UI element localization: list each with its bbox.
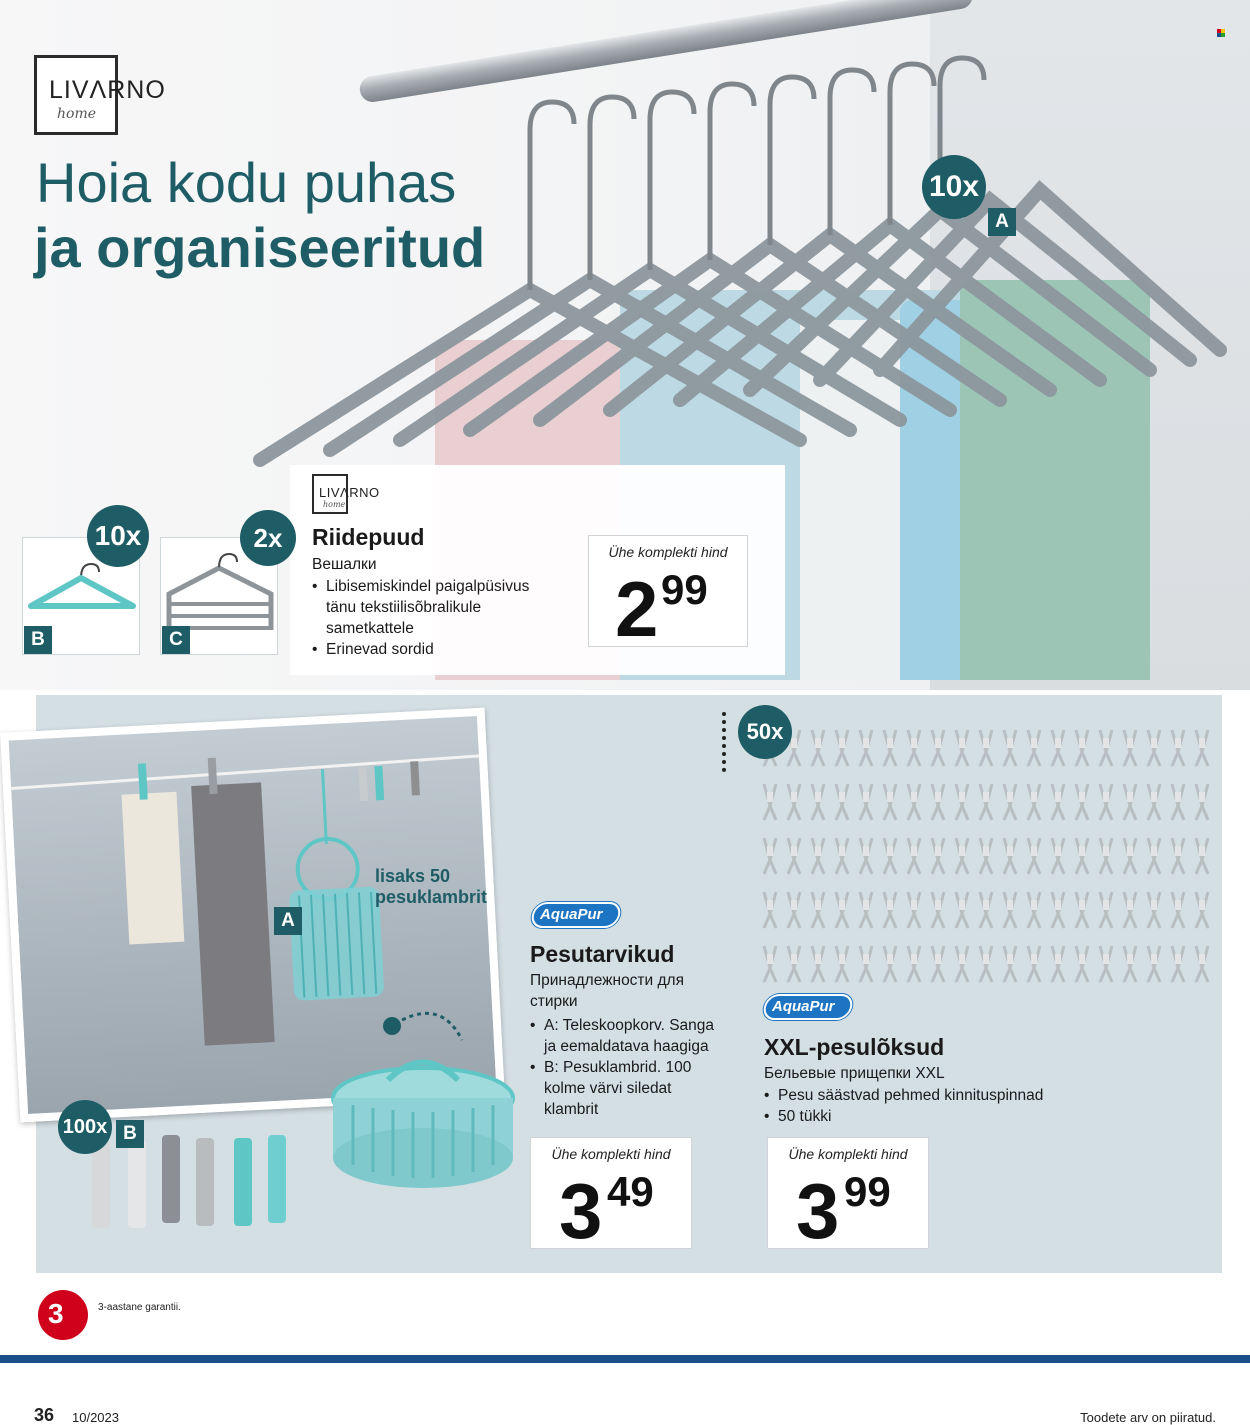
variant-c-letter-badge: C [162, 626, 190, 654]
peg-1 [358, 767, 368, 801]
laundry-subtitle-ru: Принадлежности для стирки [530, 972, 684, 1010]
hangers-bullet: • Erinevad sordid [312, 639, 552, 660]
xxl-pegs-grid [760, 730, 1220, 1000]
laundry-price-box [530, 1137, 692, 1255]
guarantee-icon [38, 1290, 88, 1340]
livarno-logo-sub: home [57, 106, 97, 122]
stock-note: Toodete arv on piiratud. [1080, 1410, 1216, 1425]
peg-3 [410, 761, 420, 795]
hangers-bullet: • Libisemiskindel paigalpüsivus tänu tekstiilisõbralikule sametkattele [312, 576, 552, 639]
xxl-bullets [764, 1085, 1084, 1127]
livarno-logo [34, 55, 166, 135]
hangers-price-label: Ühe komplekti hind [608, 544, 728, 560]
variant-c-count-badge: 2x [240, 510, 296, 566]
aquapur-logo-2 [764, 990, 852, 1024]
footer-bar [0, 1355, 1250, 1363]
hangers-letter-badge: A [988, 208, 1016, 236]
laundry-price-label: Ühe komplekti hind [551, 1146, 671, 1162]
xxl-subtitle-ru: Бельевые прищепки XXL [764, 1065, 945, 1082]
headline-line1: Hoia kodu puhas [36, 151, 457, 214]
issue-date: 10/2023 [72, 1410, 119, 1425]
laundry-bullet: • B: Pesuklambrid. 100 kolme värvi siledat klambrit [530, 1057, 720, 1120]
livarno-logo-text: LIVΛRNO [49, 76, 166, 104]
corner-color-mark [1217, 29, 1225, 37]
laundry-title: Pesutarvikud [530, 941, 675, 967]
variant-b-letter-badge: B [24, 626, 52, 654]
hangers-subtitle-ru: Вешалки [312, 556, 377, 573]
cream-towel [122, 792, 185, 945]
hangers-count-badge: 10x [922, 155, 986, 219]
aquapur-logo-2-text: AquaPur [772, 998, 835, 1015]
hangers-price-dec: 99 [661, 566, 708, 613]
peg-2 [374, 766, 384, 800]
laundry-price-int: 3 [559, 1167, 603, 1255]
guarantee-number: 3 [48, 1298, 64, 1329]
hangers-bullets [312, 576, 552, 660]
guarantee-text: 3-aastane garantii. [98, 1302, 181, 1313]
hangers-title: Riidepuud [312, 524, 425, 550]
aquapur-logo-text: AquaPur [540, 906, 603, 923]
laundry-bullet: • A: Teleskoopkorv. Sanga ja eemaldatava haagiga [530, 1015, 720, 1057]
variant-b-count-badge: 10x [87, 505, 149, 567]
dashed-arrow [380, 1000, 480, 1060]
basket-letter-badge: A [274, 907, 302, 935]
photo-note: lisaks 50 pesuklambrit [375, 866, 488, 907]
xxl-price-dec: 99 [844, 1168, 891, 1215]
aquapur-logo [532, 898, 620, 932]
xxl-bullet: • 50 tükki [764, 1106, 1084, 1127]
pegs-letter-badge: B [116, 1120, 144, 1148]
livarno-logo-small [312, 474, 380, 514]
xxl-price-int: 3 [796, 1167, 840, 1255]
xxl-count-badge: 50x [738, 705, 792, 759]
xxl-price-label: Ühe komplekti hind [788, 1146, 908, 1162]
grey-towel [191, 782, 275, 1045]
hangers-price-box [588, 535, 748, 653]
laundry-price-dec: 49 [607, 1168, 654, 1215]
pegs-count-badge: 100x [58, 1100, 112, 1154]
xxl-price-box [767, 1137, 929, 1255]
hangers-price-int: 2 [615, 565, 659, 653]
laundry-bullets [530, 1015, 720, 1120]
collapsed-basket-illustration [328, 1050, 518, 1200]
livarno-logo-small-sub: home [323, 500, 346, 509]
livarno-logo-small-text: LIVΛRNO [319, 485, 380, 500]
xxl-title: XXL-pesulõksud [764, 1034, 945, 1060]
dotted-divider [722, 712, 726, 772]
page-number: 36 [34, 1405, 55, 1425]
xxl-bullet: • Pesu säästvad pehmed kinnituspinnad [764, 1085, 1084, 1106]
headline-line2: ja organiseeritud [34, 216, 486, 279]
